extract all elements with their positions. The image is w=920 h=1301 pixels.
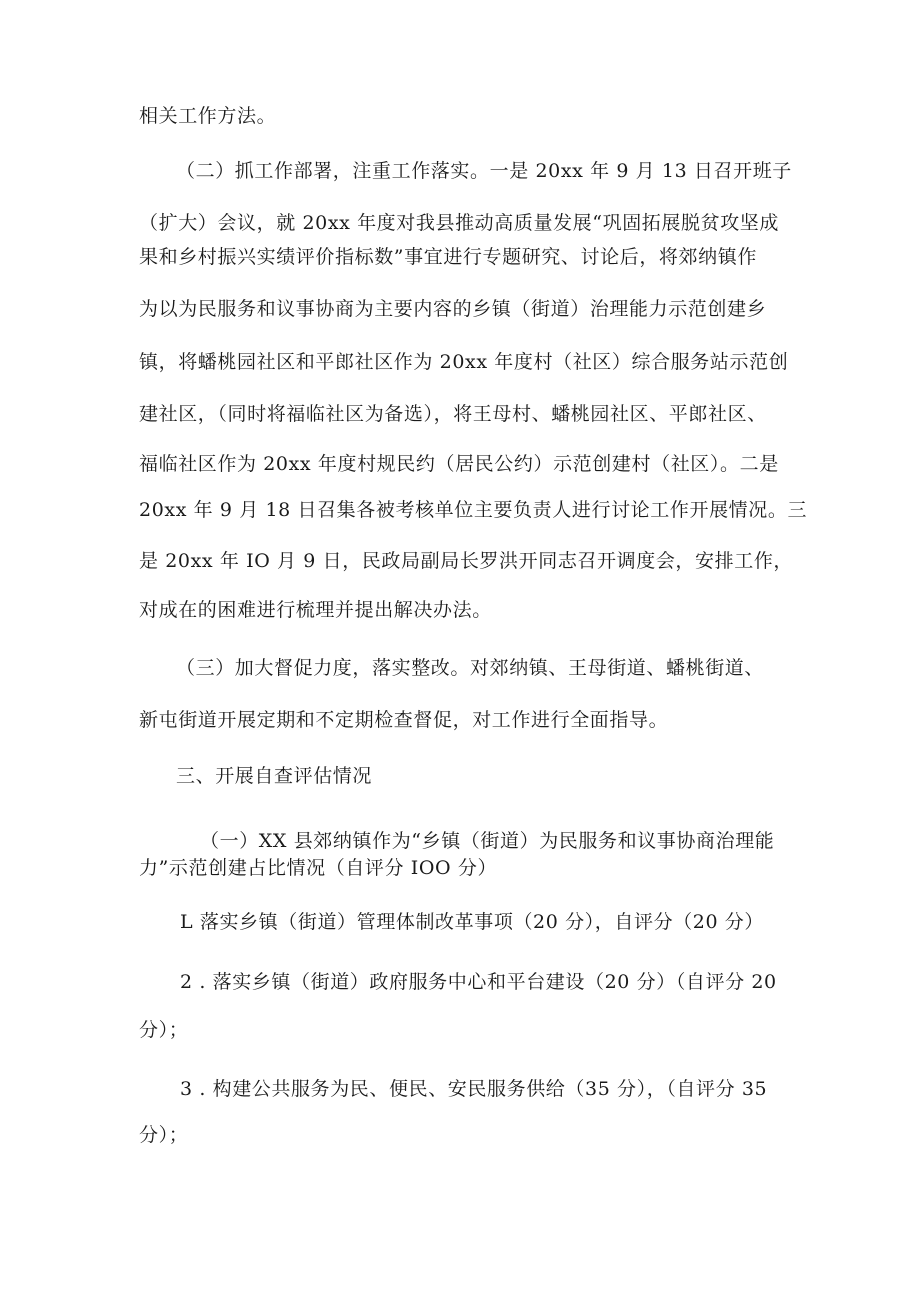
- text-line: 对成在的困难进行梳理并提出解决办法。: [139, 599, 492, 621]
- section-heading: 三、开展自查评估情况: [176, 765, 373, 787]
- text-line: 20xx 年 9 月 18 日召集各被考核单位主要负责人进行讨论工作开展情况。三: [139, 499, 808, 521]
- list-item: 3 . 构建公共服务为民、便民、安民服务供给（35 分），（自评分 35: [180, 1078, 768, 1100]
- text-line: 分）；: [139, 1124, 189, 1146]
- text-line: 果和乡村振兴实绩评价指标数”事宜进行专题研究、讨论后，将郊纳镇作: [139, 246, 757, 268]
- text-line: 新屯街道开展定期和不定期检查督促，对工作进行全面指导。: [139, 709, 669, 731]
- text-line: 相关工作方法。: [139, 105, 277, 127]
- paragraph-heading: （一）XX 县郊纳镇作为“乡镇（街道）为民服务和议事协商治理能: [200, 830, 775, 852]
- text-line: 建社区，（同时将福临社区为备选），将王母村、蟠桃园社区、平郎社区、: [139, 403, 767, 425]
- paragraph-heading: （二）抓工作部署，注重工作落实。一是 20xx 年 9 月 13 日召开班子: [176, 160, 792, 182]
- text-line: 力”示范创建占比情况（自评分 IOO 分）: [139, 857, 498, 879]
- list-item: L 落实乡镇（街道）管理体制改革事项（20 分），自评分（20 分）: [180, 911, 764, 933]
- text-line: 是 20xx 年 IO 月 9 日，民政局副局长罗洪开同志召开调度会，安排工作，: [139, 550, 794, 572]
- text-line: 福临社区作为 20xx 年度村规民约（居民公约）示范创建村（社区）。二是: [139, 453, 779, 475]
- text-line: 分）；: [139, 1019, 189, 1041]
- paragraph-heading: （三）加大督促力度，落实整改。对郊纳镇、王母街道、蟠桃街道、: [176, 657, 765, 679]
- text-line: 为以为民服务和议事协商为主要内容的乡镇（街道）治理能力示范创建乡: [139, 298, 767, 320]
- text-line: 镇，将蟠桃园社区和平郎社区作为 20xx 年度村（社区）综合服务站示范创: [139, 351, 789, 373]
- list-item: 2 . 落实乡镇（街道）政府服务中心和平台建设（20 分）（自评分 20: [180, 971, 777, 993]
- text-line: （扩大）会议，就 20xx 年度对我县推动高质量发展“巩固拓展脱贫攻坚成: [139, 212, 780, 234]
